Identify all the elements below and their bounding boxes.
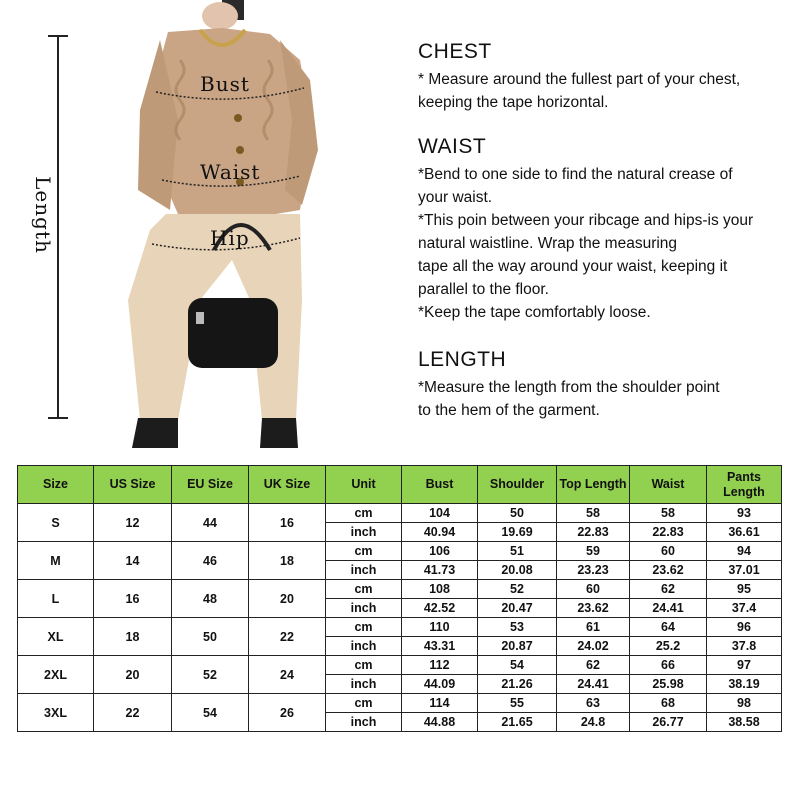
size-chart-table <box>17 465 782 732</box>
chest-line: keeping the tape horizontal. <box>418 94 609 111</box>
unit-cell: cm <box>326 694 402 713</box>
measurement-cell: 53 <box>478 618 557 637</box>
column-header: UK Size <box>249 466 326 504</box>
measurement-cell: 62 <box>630 580 707 599</box>
waist-line: parallel to the floor. <box>418 281 549 298</box>
us-size-cell: 20 <box>94 656 172 694</box>
eu-size-cell: 46 <box>172 542 249 580</box>
uk-size-cell: 16 <box>249 504 326 542</box>
waist-title: WAIST <box>418 135 487 158</box>
waist-line: *Keep the tape comfortably loose. <box>418 304 651 321</box>
length-title: LENGTH <box>418 348 507 371</box>
measurement-cell: 98 <box>707 694 782 713</box>
size-cell: L <box>18 580 94 618</box>
measurement-cell: 44.09 <box>402 675 478 694</box>
measurement-cell: 97 <box>707 656 782 675</box>
us-size-cell: 18 <box>94 618 172 656</box>
length-label: Length <box>31 176 55 254</box>
chest-text <box>418 68 798 114</box>
measurement-cell: 23.62 <box>557 599 630 618</box>
hip-label: Hip <box>210 226 250 250</box>
length-section <box>418 348 798 422</box>
measurement-cell: 62 <box>557 656 630 675</box>
measurement-cell: 42.52 <box>402 599 478 618</box>
measurement-cell: 20.47 <box>478 599 557 618</box>
us-size-cell: 14 <box>94 542 172 580</box>
hand <box>202 2 238 30</box>
measurement-cell: 106 <box>402 542 478 561</box>
right-boot <box>260 418 298 448</box>
eu-size-cell: 52 <box>172 656 249 694</box>
bust-label: Bust <box>200 72 250 96</box>
measurement-cell: 37.01 <box>707 561 782 580</box>
unit-cell: inch <box>326 561 402 580</box>
measurement-cell: 63 <box>557 694 630 713</box>
measurement-cell: 60 <box>630 542 707 561</box>
measurement-cell: 52 <box>478 580 557 599</box>
chest-line: * Measure around the fullest part of your chest, <box>418 71 741 88</box>
column-header: Top Length <box>557 466 630 504</box>
measurement-cell: 55 <box>478 694 557 713</box>
table-row <box>18 618 782 637</box>
measurement-cell: 112 <box>402 656 478 675</box>
table-row <box>18 694 782 713</box>
size-cell: XL <box>18 618 94 656</box>
table-header-row <box>18 466 782 504</box>
waist-label: Waist <box>200 160 261 184</box>
waist-section <box>418 135 798 324</box>
measurement-cell: 110 <box>402 618 478 637</box>
chest-section <box>418 40 798 114</box>
measurement-cell: 61 <box>557 618 630 637</box>
unit-cell: inch <box>326 599 402 618</box>
measurement-cell: 51 <box>478 542 557 561</box>
column-header: Size <box>18 466 94 504</box>
measurement-cell: 24.8 <box>557 713 630 732</box>
measurement-cell: 64 <box>630 618 707 637</box>
measurement-cell: 94 <box>707 542 782 561</box>
waist-line: *This poin between your ribcage and hips-is your <box>418 212 754 229</box>
measurement-cell: 21.65 <box>478 713 557 732</box>
measurement-cell: 95 <box>707 580 782 599</box>
measurement-cell: 108 <box>402 580 478 599</box>
waist-line: tape all the way around your waist, keeping it <box>418 258 728 275</box>
column-header: Bust <box>402 466 478 504</box>
measurement-cell: 24.41 <box>557 675 630 694</box>
measurement-cell: 58 <box>557 504 630 523</box>
column-header: Unit <box>326 466 402 504</box>
measurement-cell: 68 <box>630 694 707 713</box>
unit-cell: inch <box>326 675 402 694</box>
uk-size-cell: 18 <box>249 542 326 580</box>
column-header: Shoulder <box>478 466 557 504</box>
unit-cell: cm <box>326 656 402 675</box>
measurement-cell: 38.19 <box>707 675 782 694</box>
measurement-cell: 25.98 <box>630 675 707 694</box>
uk-size-cell: 22 <box>249 618 326 656</box>
measurement-cell: 60 <box>557 580 630 599</box>
column-header: Waist <box>630 466 707 504</box>
measurement-cell: 36.61 <box>707 523 782 542</box>
measurement-cell: 50 <box>478 504 557 523</box>
measurement-cell: 93 <box>707 504 782 523</box>
size-cell: S <box>18 504 94 542</box>
column-header: EU Size <box>172 466 249 504</box>
chest-title: CHEST <box>418 40 492 63</box>
waist-line: natural waistline. Wrap the measuring <box>418 235 678 252</box>
measurement-cell: 24.02 <box>557 637 630 656</box>
table-row <box>18 542 782 561</box>
measurement-cell: 22.83 <box>630 523 707 542</box>
size-cell: M <box>18 542 94 580</box>
eu-size-cell: 50 <box>172 618 249 656</box>
handbag <box>188 298 278 368</box>
measurement-cell: 19.69 <box>478 523 557 542</box>
length-text <box>418 376 798 422</box>
us-size-cell: 22 <box>94 694 172 732</box>
measurement-cell: 20.87 <box>478 637 557 656</box>
left-boot <box>132 418 178 448</box>
us-size-cell: 16 <box>94 580 172 618</box>
measurement-cell: 37.8 <box>707 637 782 656</box>
unit-cell: cm <box>326 542 402 561</box>
measurement-cell: 41.73 <box>402 561 478 580</box>
measurement-cell: 38.58 <box>707 713 782 732</box>
eu-size-cell: 48 <box>172 580 249 618</box>
length-line: to the hem of the garment. <box>418 402 600 419</box>
column-header: Pants Length <box>707 466 782 504</box>
measurement-cell: 20.08 <box>478 561 557 580</box>
measurement-cell: 66 <box>630 656 707 675</box>
column-header: US Size <box>94 466 172 504</box>
uk-size-cell: 24 <box>249 656 326 694</box>
measurement-cell: 23.62 <box>630 561 707 580</box>
size-cell: 3XL <box>18 694 94 732</box>
us-size-cell: 12 <box>94 504 172 542</box>
measurement-cell: 43.31 <box>402 637 478 656</box>
uk-size-cell: 20 <box>249 580 326 618</box>
unit-cell: cm <box>326 580 402 599</box>
size-cell: 2XL <box>18 656 94 694</box>
table-row <box>18 656 782 675</box>
measurement-cell: 22.83 <box>557 523 630 542</box>
measurement-cell: 21.26 <box>478 675 557 694</box>
unit-cell: inch <box>326 523 402 542</box>
measurement-cell: 114 <box>402 694 478 713</box>
table-body <box>18 504 782 732</box>
table-row <box>18 504 782 523</box>
unit-cell: cm <box>326 618 402 637</box>
unit-cell: inch <box>326 713 402 732</box>
length-line: *Measure the length from the shoulder point <box>418 379 720 396</box>
measurement-cell: 44.88 <box>402 713 478 732</box>
unit-cell: inch <box>326 637 402 656</box>
waist-line: your waist. <box>418 189 493 206</box>
eu-size-cell: 44 <box>172 504 249 542</box>
measurement-cell: 26.77 <box>630 713 707 732</box>
measurement-cell: 23.23 <box>557 561 630 580</box>
measurement-cell: 40.94 <box>402 523 478 542</box>
measurement-cell: 25.2 <box>630 637 707 656</box>
table-row <box>18 580 782 599</box>
measurement-cell: 96 <box>707 618 782 637</box>
measurement-cell: 58 <box>630 504 707 523</box>
unit-cell: cm <box>326 504 402 523</box>
measurement-cell: 59 <box>557 542 630 561</box>
waist-text <box>418 163 798 324</box>
uk-size-cell: 26 <box>249 694 326 732</box>
model-illustration <box>0 0 400 460</box>
measurement-cell: 104 <box>402 504 478 523</box>
model-photo <box>0 0 400 460</box>
measurement-cell: 54 <box>478 656 557 675</box>
measurement-cell: 37.4 <box>707 599 782 618</box>
eu-size-cell: 54 <box>172 694 249 732</box>
waist-line: *Bend to one side to find the natural crease of <box>418 166 733 183</box>
measurement-cell: 24.41 <box>630 599 707 618</box>
